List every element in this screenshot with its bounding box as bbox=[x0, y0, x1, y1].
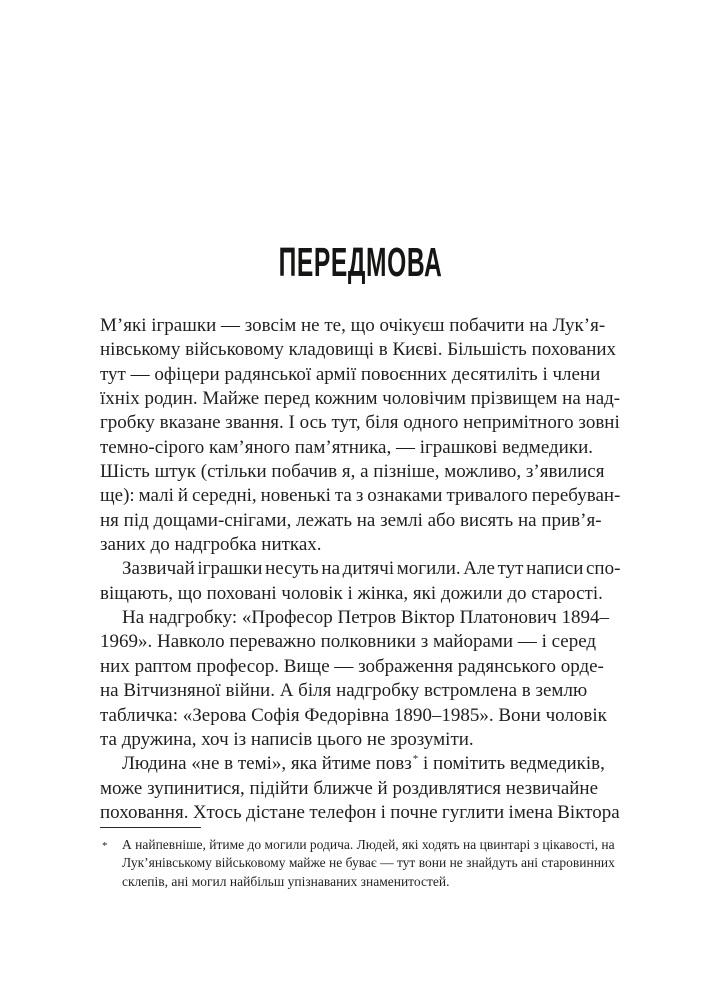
footnote-rule bbox=[100, 827, 201, 828]
text-line: Людина «не в темі», яка йтиме повз* і помітить ведмедиків, bbox=[122, 752, 605, 775]
footnote-reference: * bbox=[412, 752, 419, 765]
text-line: Зазвичай іграшки несуть на дитячі могили. Але тут написи спо- bbox=[122, 558, 621, 580]
text-line: темно-сірого кам’яного пам’ятника, — іграшкові ведмедики. bbox=[100, 436, 593, 458]
paragraph bbox=[100, 752, 620, 825]
paragraph bbox=[100, 314, 620, 557]
footnote-marker: * bbox=[102, 840, 108, 852]
text-line: Шість штук (стільки побачив я, а пізніше, можливо, з’явилися bbox=[100, 461, 605, 483]
text-line: М’які іграшки — зовсім не те, що очікуєш побачити на Лук’я- bbox=[100, 315, 606, 336]
footnote-line: Лук’янівському військовому майже не буває — тут вони не знайдуть ані старовинних bbox=[122, 855, 615, 871]
text-line: віщають, що поховані чоловік і жінка, які дожили до старості. bbox=[100, 582, 603, 604]
text-line: ще): малі й середні, новенькі та з ознаками тривалого перебуван- bbox=[100, 485, 621, 507]
text-line: може зупинитися, підійти ближче й роздивлятися незвичайне bbox=[100, 777, 599, 799]
text-line: нівському військовому кладовищі в Києві. Більшість похованих bbox=[100, 339, 617, 361]
text-line: них раптом професор. Вище — зображення радянського орде- bbox=[100, 655, 604, 677]
text-line: 1969». Навколо переважно полковники з майорами — і серед bbox=[100, 631, 597, 653]
text-line: табличка: «Зерова Софія Федорівна 1890–1985». Вони чоловік bbox=[100, 704, 607, 726]
paragraph bbox=[100, 606, 620, 752]
footnote-line: склепів, ані могил найбільш упізнаваних знаменитостей. bbox=[122, 873, 450, 889]
footnote-line: А найпевніше, йтиме до могили родича. Людей, які ходять на цвинтарі з цікавості, на bbox=[122, 837, 615, 852]
chapter-title-text: ПЕРЕДМОВА bbox=[278, 239, 442, 286]
text-line: заних до надгробка нитках. bbox=[100, 534, 322, 556]
text-line: поховання. Хтось дістане телефон і почне гуглити імена Віктора bbox=[100, 801, 620, 823]
footnote-body bbox=[100, 836, 620, 891]
chapter-title bbox=[100, 239, 620, 286]
body-text bbox=[100, 314, 620, 825]
footnote bbox=[100, 827, 620, 891]
footnote-text bbox=[122, 836, 620, 891]
text-line: гробку вказане звання. І ось тут, біля одного непримітного зовні bbox=[100, 412, 620, 434]
text-line: тут — офіцери радянської армії повоєнних десятиліть і члени bbox=[100, 363, 601, 385]
text-line: на Вітчизняної війни. А біля надгробку встромлена в землю bbox=[100, 680, 588, 702]
text-line: їхніх родин. Майже перед кожним чоловічим прізвищем на над- bbox=[100, 388, 621, 410]
text-line: ня під дощами-снігами, лежать на землі або висять на прив’я- bbox=[100, 509, 602, 531]
paragraph bbox=[100, 557, 620, 606]
text-line: та дружина, хоч із написів цього не зрозуміти. bbox=[100, 728, 474, 750]
text-line: На надгробку: «Професор Петров Віктор Платонович 1894– bbox=[122, 607, 609, 629]
